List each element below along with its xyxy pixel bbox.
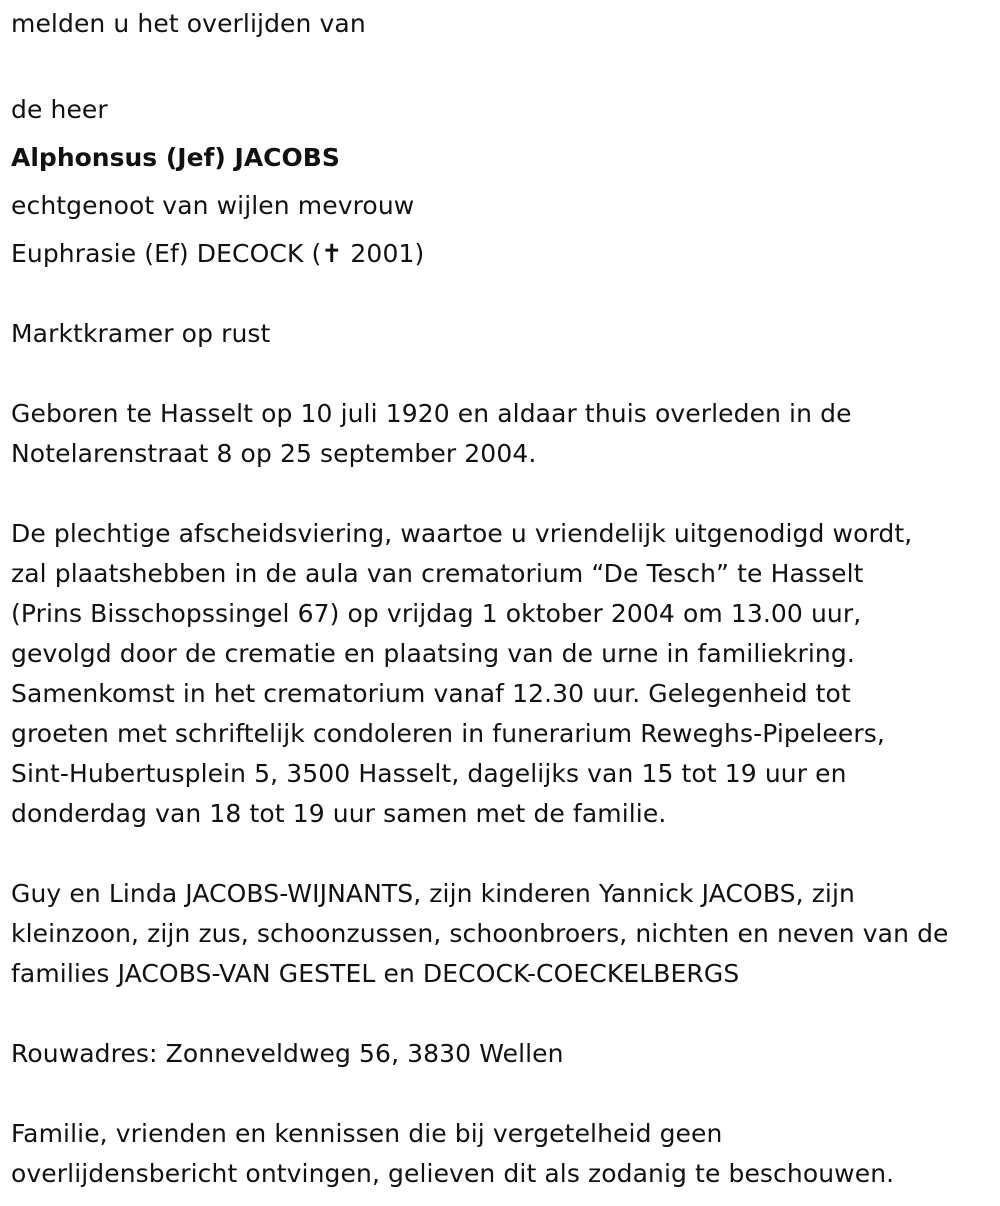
occupation: Marktkramer op rust — [11, 319, 271, 348]
ceremony-paragraph — [11, 514, 996, 834]
spouse-line-1: echtgenoot van wijlen mevrouw — [11, 191, 415, 220]
paragraph-line: gevolgd door de crematie en plaatsing van de urne in familiekring. — [11, 639, 855, 668]
spacer — [11, 274, 996, 314]
paragraph-line: (Prins Bisschopssingel 67) op vrijdag 1 oktober 2004 om 13.00 uur, — [11, 599, 862, 628]
paragraph-line: groeten met schriftelijk condoleren in funerarium Reweghs-Pipeleers, — [11, 719, 885, 748]
obituary-document — [11, 0, 996, 1194]
paragraph-line: Familie, vrienden en kennissen die bij vergetelheid geen — [11, 1119, 723, 1148]
paragraph-line: donderdag van 18 tot 19 uur samen met de familie. — [11, 799, 667, 828]
paragraph-line: Geboren te Hasselt op 10 juli 1920 en aldaar thuis overleden in de — [11, 399, 852, 428]
deceased-name: Alphonsus (Jef) JACOBS — [11, 143, 340, 172]
spacer — [11, 474, 996, 514]
paragraph-line: Guy en Linda JACOBS-WIJNANTS, zijn kinderen Yannick JACOBS, zijn — [11, 879, 855, 908]
paragraph-line: kleinzoon, zijn zus, schoonzussen, schoonbroers, nichten en neven van de — [11, 919, 949, 948]
spacer — [11, 44, 996, 84]
paragraph-line: overlijdensbericht ontvingen, gelieven dit als zodanig te beschouwen. — [11, 1159, 895, 1188]
paragraph-line: zal plaatshebben in de aula van crematorium “De Tesch” te Hasselt — [11, 559, 864, 588]
spouse-line-2: Euphrasie (Ef) DECOCK (✝ 2001) — [11, 239, 425, 268]
paragraph-line: Notelarenstraat 8 op 25 september 2004. — [11, 439, 537, 468]
closing-paragraph — [11, 1114, 996, 1194]
paragraph-line: De plechtige afscheidsviering, waartoe u vriendelijk uitgenodigd wordt, — [11, 519, 913, 548]
spacer — [11, 354, 996, 394]
salutation: de heer — [11, 95, 108, 124]
intro-text: melden u het overlijden van — [11, 9, 366, 38]
paragraph-line: Samenkomst in het crematorium vanaf 12.30 uur. Gelegenheid tot — [11, 679, 851, 708]
family-paragraph — [11, 874, 996, 994]
paragraph-line: Sint-Hubertusplein 5, 3500 Hasselt, dagelijks van 15 tot 19 uur en — [11, 759, 847, 788]
paragraph-line: families JACOBS-VAN GESTEL en DECOCK-COECKELBERGS — [11, 959, 740, 988]
spacer — [11, 834, 996, 874]
spacer — [11, 1074, 996, 1114]
spacer — [11, 994, 996, 1034]
birth-death-paragraph — [11, 394, 996, 474]
mourning-address: Rouwadres: Zonneveldweg 56, 3830 Wellen — [11, 1039, 564, 1068]
